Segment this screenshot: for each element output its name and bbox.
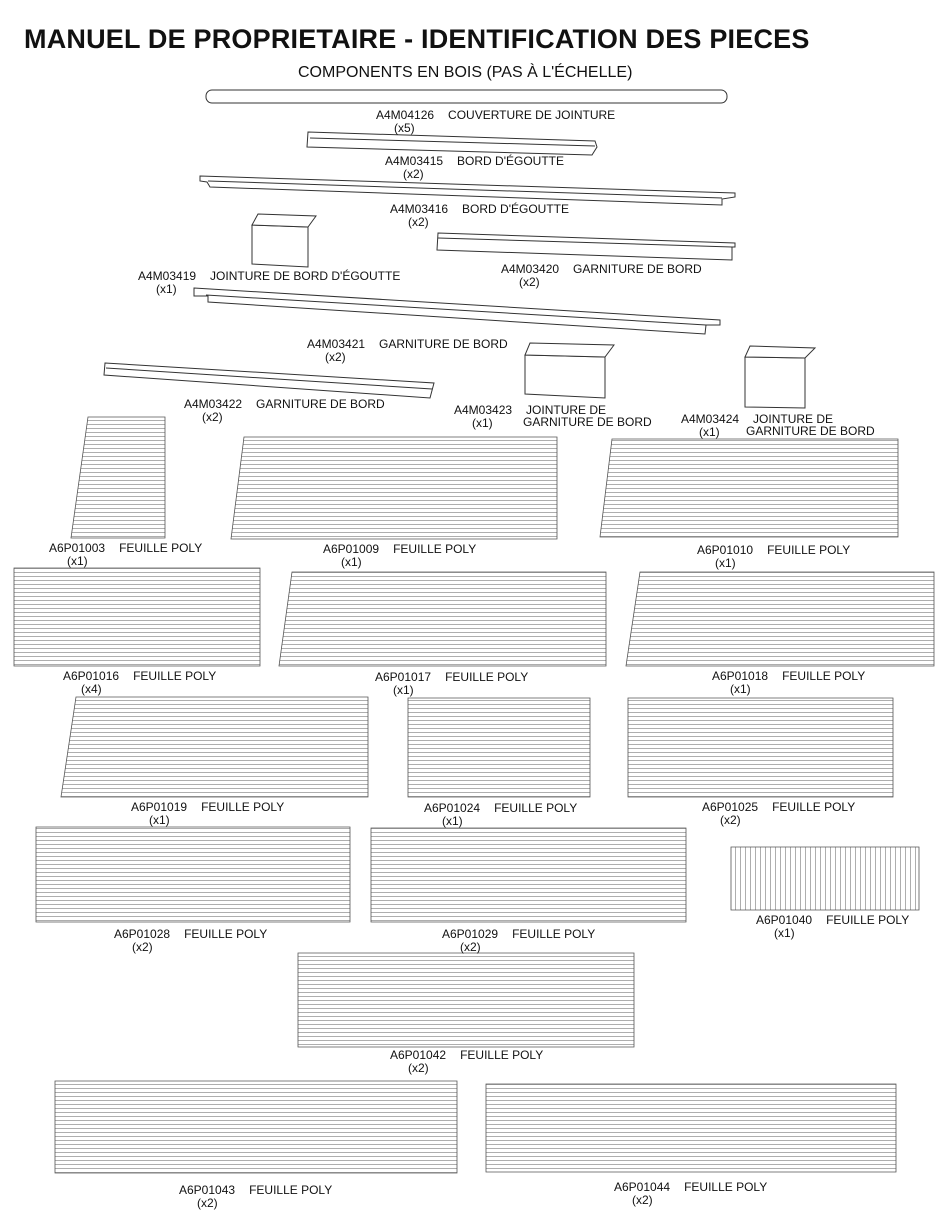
- sheet-drawing-a6p01024: [408, 698, 590, 797]
- part-label-a6p01028: [114, 928, 267, 954]
- part-code: A6P01003: [49, 541, 106, 555]
- sheet-drawing-a6p01040: [731, 847, 919, 910]
- part-name: JOINTURE DE: [526, 403, 607, 417]
- part-code: A6P01028: [114, 927, 171, 941]
- part-code: A4M03424: [681, 412, 740, 426]
- sheet-drawing-a6p01042: [298, 953, 634, 1047]
- part-label-a6p01029: [442, 928, 595, 954]
- part-label-a6p01016: [63, 670, 216, 696]
- part-name: FEUILLE POLY: [393, 542, 477, 556]
- part-code: A6P01019: [131, 800, 188, 814]
- sheet-drawing-a6p01017: [279, 572, 606, 666]
- part-name: FEUILLE POLY: [201, 800, 285, 814]
- part-name: FEUILLE POLY: [494, 801, 578, 815]
- part-qty: (x2): [720, 813, 741, 827]
- sheet-drawing-a6p01025: [628, 698, 893, 797]
- part-name: FEUILLE POLY: [249, 1183, 333, 1197]
- part-name: BORD D'ÉGOUTTE: [457, 154, 565, 168]
- part-name: JOINTURE DE: [753, 412, 834, 426]
- part-code: A6P01042: [390, 1048, 447, 1062]
- part-name: GARNITURE DE BORD: [379, 337, 508, 351]
- part-name: FEUILLE POLY: [460, 1048, 544, 1062]
- part-qty: (x1): [341, 555, 362, 569]
- part-label-a6p01025: [702, 801, 855, 827]
- part-label-a6p01009: [323, 543, 476, 569]
- sheet-drawing-a6p01016: [14, 568, 260, 666]
- sheet-drawing-a6p01044: [486, 1084, 896, 1172]
- part-drawing-a4m03422: [104, 363, 434, 398]
- part-qty: (x2): [325, 350, 346, 364]
- part-code: A4M03423: [454, 403, 513, 417]
- part-qty: (x1): [472, 416, 493, 430]
- part-label-a6p01018: [712, 670, 865, 696]
- sheet-drawing-a6p01003: [71, 417, 165, 538]
- part-name: FEUILLE POLY: [119, 541, 203, 555]
- part-qty: (x1): [730, 682, 751, 696]
- part-name: FEUILLE POLY: [445, 670, 529, 684]
- part-qty: (x1): [156, 282, 177, 296]
- part-name: FEUILLE POLY: [684, 1180, 768, 1194]
- part-label-a4m03422: [184, 398, 385, 424]
- part-drawing-a4m03419: [252, 214, 316, 267]
- part-qty: (x2): [132, 940, 153, 954]
- part-code: A6P01043: [179, 1183, 236, 1197]
- page-subtitle: COMPONENTS EN BOIS (PAS À L'ÉCHELLE): [298, 64, 633, 81]
- part-qty: (x2): [460, 940, 481, 954]
- part-name: FEUILLE POLY: [826, 913, 910, 927]
- part-qty: (x2): [408, 215, 429, 229]
- part-code: A6P01029: [442, 927, 499, 941]
- part-label-a4m03416: [390, 203, 569, 229]
- part-code: A4M03415: [385, 154, 444, 168]
- part-name: FEUILLE POLY: [133, 669, 217, 683]
- sheet-drawing-a6p01043: [55, 1081, 457, 1173]
- sheet-drawing-a6p01009: [231, 437, 557, 539]
- part-code: A4M03419: [138, 269, 197, 283]
- part-name-line2: GARNITURE DE BORD: [746, 424, 875, 438]
- part-code: A6P01044: [614, 1180, 671, 1194]
- sheet-drawing-a6p01018: [626, 572, 934, 666]
- part-name: BORD D'ÉGOUTTE: [462, 202, 570, 216]
- part-label-a4m04126: [376, 109, 615, 135]
- part-label-a6p01019: [131, 801, 284, 827]
- part-qty: (x2): [403, 167, 424, 181]
- part-qty: (x1): [67, 554, 88, 568]
- part-qty: (x2): [632, 1193, 653, 1207]
- part-label-a6p01010: [697, 544, 850, 570]
- part-label-a4m03420: [501, 263, 702, 289]
- part-label-a4m03415: [385, 155, 564, 181]
- part-name: FEUILLE POLY: [512, 927, 596, 941]
- sheet-drawing-a6p01010: [600, 439, 898, 537]
- part-qty: (x1): [699, 425, 720, 439]
- part-label-a6p01003: [49, 542, 202, 568]
- part-label-a6p01040: [756, 914, 909, 940]
- part-qty: (x5): [394, 121, 415, 135]
- part-code: A6P01018: [712, 669, 769, 683]
- part-label-a4m03423: [454, 403, 652, 430]
- page-title: MANUEL DE PROPRIETAIRE - IDENTIFICATION DES PIECES: [24, 24, 810, 54]
- part-label-a6p01042: [390, 1049, 543, 1075]
- sheet-drawing-a6p01028: [36, 827, 350, 922]
- top-trim-drawing: [206, 90, 727, 103]
- part-code: A6P01025: [702, 800, 759, 814]
- part-code: A4M04126: [376, 108, 435, 122]
- part-label-a6p01024: [424, 802, 577, 828]
- part-name: FEUILLE POLY: [772, 800, 856, 814]
- part-name: COUVERTURE DE JOINTURE: [448, 108, 616, 122]
- part-label-a4m03421: [307, 338, 508, 364]
- part-code: A6P01024: [424, 801, 481, 815]
- part-drawing-a4m03423: [525, 343, 614, 398]
- part-code: A6P01016: [63, 669, 120, 683]
- part-code: A4M03422: [184, 397, 243, 411]
- part-label-a6p01017: [375, 671, 528, 697]
- part-name: FEUILLE POLY: [782, 669, 866, 683]
- part-drawing-a4m03424: [745, 346, 815, 408]
- part-code: A6P01009: [323, 542, 380, 556]
- part-name: FEUILLE POLY: [767, 543, 851, 557]
- part-qty: (x1): [393, 683, 414, 697]
- part-code: A4M03416: [390, 202, 449, 216]
- part-code: A6P01017: [375, 670, 432, 684]
- part-label-a6p01044: [614, 1181, 767, 1207]
- part-qty: (x1): [715, 556, 736, 570]
- part-code: A4M03421: [307, 337, 366, 351]
- part-name: GARNITURE DE BORD: [256, 397, 385, 411]
- part-qty: (x1): [442, 814, 463, 828]
- part-name: JOINTURE DE BORD D'ÉGOUTTE: [210, 269, 401, 283]
- part-code: A6P01040: [756, 913, 813, 927]
- part-name-line2: GARNITURE DE BORD: [523, 415, 652, 429]
- part-name: GARNITURE DE BORD: [573, 262, 702, 276]
- part-drawing-a4m03420: [437, 233, 735, 260]
- sheet-drawing-a6p01029: [371, 828, 686, 922]
- part-qty: (x1): [149, 813, 170, 827]
- part-code: A6P01010: [697, 543, 754, 557]
- sheet-drawing-a6p01019: [61, 697, 368, 797]
- part-qty: (x1): [774, 926, 795, 940]
- part-code: A4M03420: [501, 262, 560, 276]
- part-qty: (x4): [81, 682, 102, 696]
- part-label-a4m03419: [138, 270, 400, 296]
- part-drawing-a4m04126: [307, 132, 597, 155]
- part-qty: (x2): [408, 1061, 429, 1075]
- part-qty: (x2): [202, 410, 223, 424]
- part-qty: (x2): [519, 275, 540, 289]
- part-name: FEUILLE POLY: [184, 927, 268, 941]
- part-label-a4m03424: [681, 412, 875, 439]
- part-qty: (x2): [197, 1196, 218, 1210]
- part-label-a6p01043: [179, 1184, 332, 1210]
